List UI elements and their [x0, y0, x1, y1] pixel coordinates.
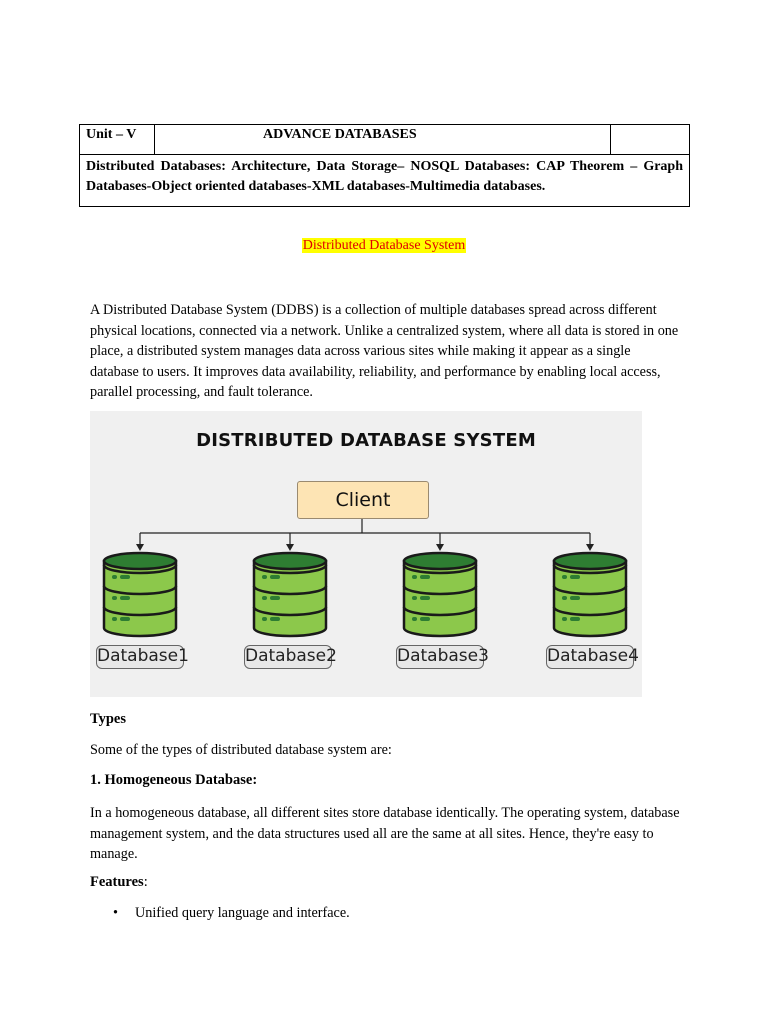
database-indicator	[112, 575, 117, 579]
database-indicator	[420, 575, 430, 579]
database-top	[254, 553, 326, 569]
client-node: Client	[297, 481, 429, 519]
unit-header-table	[79, 124, 690, 207]
database-indicator	[562, 617, 567, 621]
blank-cell	[611, 125, 690, 155]
unit-number: Unit – V	[80, 125, 155, 155]
database-indicator	[412, 575, 417, 579]
database-indicator	[120, 575, 130, 579]
syllabus-topics: Distributed Databases: Architecture, Data Storage– NOSQL Databases: CAP Theorem – Graph Databases-Object oriented databases-XML databases-Multimedia databases.	[80, 155, 690, 207]
database-indicator	[420, 596, 430, 600]
list-item: • Unified query language and interface.	[113, 905, 350, 922]
arrow-down-icon	[586, 544, 594, 551]
database-indicator	[270, 575, 280, 579]
database-indicator	[262, 596, 267, 600]
section-heading-text: Distributed Database System	[302, 238, 466, 253]
homogeneous-paragraph: In a homogeneous database, all different sites store database identically. The operating system, database management system, and the data structures used all are the same at all sites. Hence, they're easy to manage.	[90, 805, 680, 862]
database-indicator	[112, 617, 117, 621]
types-heading: Types	[90, 711, 126, 727]
database-indicator	[412, 617, 417, 621]
homogeneous-heading: 1. Homogeneous Database:	[90, 772, 258, 788]
database-label-1: Database1	[96, 645, 184, 669]
intro-paragraph: A Distributed Database System (DDBS) is a collection of multiple databases spread across different physical locations, connected via a network. Unlike a centralized system, where all data is stored in one place, a distributed system manages data across various sites while making it appear as a single database to users. It improves data availability, reliability, and performance by enabling local access, parallel processing, and fault tolerance.	[90, 302, 679, 400]
database-indicator	[120, 617, 130, 621]
database-label-2: Database2	[244, 645, 332, 669]
database-indicator	[412, 596, 417, 600]
database-indicator	[262, 575, 267, 579]
ddbs-diagram	[90, 411, 642, 697]
features-heading	[90, 874, 148, 891]
arrow-down-icon	[136, 544, 144, 551]
database-indicator	[420, 617, 430, 621]
database-indicator	[112, 596, 117, 600]
features-heading-label: Features	[90, 874, 144, 890]
database-indicator	[570, 617, 580, 621]
arrow-down-icon	[286, 544, 294, 551]
database-label-3: Database3	[396, 645, 484, 669]
database-top	[554, 553, 626, 569]
features-list	[113, 905, 350, 922]
database-indicator	[570, 575, 580, 579]
database-indicator	[262, 617, 267, 621]
database-indicator	[562, 575, 567, 579]
database-indicator	[570, 596, 580, 600]
diagram-title: DISTRIBUTED DATABASE SYSTEM	[196, 430, 536, 451]
database-top	[104, 553, 176, 569]
database-indicator	[562, 596, 567, 600]
section-heading	[0, 238, 768, 254]
database-label-4: Database4	[546, 645, 634, 669]
database-indicator	[270, 617, 280, 621]
arrow-down-icon	[436, 544, 444, 551]
database-top	[404, 553, 476, 569]
types-intro: Some of the types of distributed database system are:	[90, 742, 392, 758]
database-indicator	[270, 596, 280, 600]
course-title: ADVANCE DATABASES	[155, 125, 611, 155]
database-indicator	[120, 596, 130, 600]
features-heading-colon: :	[143, 874, 148, 890]
